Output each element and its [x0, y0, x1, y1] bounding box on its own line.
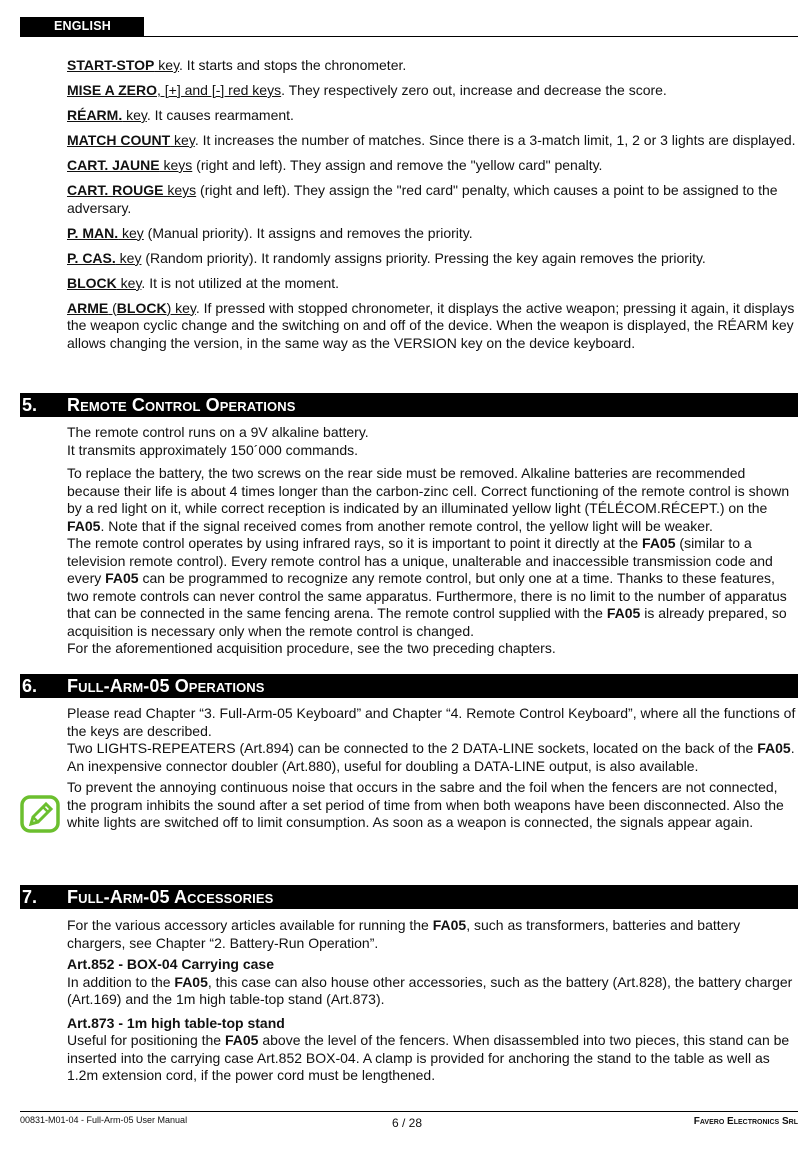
paragraph: The remote control runs on a 9V alkaline battery. [67, 424, 369, 440]
subheading: Art.852 - BOX-04 Carrying case [67, 956, 274, 972]
paragraph: It transmits approximately 150´000 commands. [67, 441, 359, 458]
footer-doc-code: 00831-M01-04 - Full-Arm-05 User Manual [20, 1115, 188, 1125]
note-pencil-icon [20, 795, 60, 833]
section-heading-7 [20, 885, 798, 909]
language-label: ENGLISH [54, 19, 111, 33]
section-title: Full-Arm-05 Operations [67, 676, 265, 696]
section-7-body [67, 917, 798, 1085]
section-title: Remote Control Operations [67, 395, 296, 415]
section-number: 5. [22, 395, 38, 415]
subheading: Art.873 - 1m high table-top stand [67, 1014, 285, 1031]
paragraph: An inexpensive connector doubler (Art.880), useful for doubling a DATA-LINE output, is also available. [67, 757, 699, 774]
key-item: BLOCK key. It is not utilized at the moment. [67, 274, 340, 291]
key-item: START-STOP key. It starts and stops the chronometer. [67, 57, 407, 73]
header-rule [144, 36, 798, 37]
paragraph: Please read Chapter “3. Full-Arm-05 Keyboard” and Chapter “4. Remote Control Keyboard”, where all the functions of the keys are described. [67, 705, 796, 739]
key-item: MATCH COUNT key. It increases the number of matches. Since there is a 3-match limit, 1, 2 or 3 lights are displayed. [67, 132, 796, 148]
note-paragraph: To prevent the annoying continuous noise that occurs in the sabre and the foil when the fencers are not connected, the program inhibits the sound after a set period of time from when both weapons have been disconnected. Also the white lights are switched off to limit consumption. As soon as a weapon is connected, the signals appear again. [67, 779, 784, 830]
key-item: CART. JAUNE keys (right and left). They assign and remove the "yellow card" penalty. [67, 157, 603, 173]
key-item: P. CAS. key (Random priority). It randomly assigns priority. Pressing the key again removes the priority. [67, 249, 706, 266]
paragraph: The remote control operates by using infrared rays, so it is important to point it directly at the FA05 (similar to a television remote control). Every remote control has a unique, unalterable and inaccessible transmission code and every FA05 can be programmed to recognize any remote control, but only one at a time. Thanks to these features, two remote controls can never control the same apparatus. Furthermore, there is no limit to the number of apparatus that can be connected in the same fencing arena. The remote control supplied with the FA05 is already prepared, so acquisition is necessary only when the remote control is changed. [67, 535, 787, 639]
section-number: 6. [22, 676, 38, 696]
page-number: 6 / 28 [392, 1116, 423, 1130]
section-6-body [67, 705, 798, 832]
section-heading-5 [20, 393, 798, 417]
section-number: 7. [22, 887, 38, 907]
key-list [67, 57, 798, 360]
footer-rule [20, 1111, 798, 1112]
section-5-body [67, 424, 798, 658]
paragraph: Useful for positioning the FA05 above the level of the fencers. When disassembled into two pieces, this stand can be inserted into the carrying case Art.852 BOX-04. A clamp is provided for anchoring the stand to the table as well as 1.2m extension cord, if the power cord must be lengthened. [67, 1032, 790, 1083]
paragraph: For the aforementioned acquisition procedure, see the two preceding chapters. [67, 640, 556, 656]
paragraph: To replace the battery, the two screws on the rear side must be removed. Alkaline batteries are recommended because their life is about 4 times longer than the carbon-zinc cell. Correct functioning of the remote control is shown by a red light on it, while correct reception is indicated by an illuminated yellow light (TÉLÉCOM.RÉCEPT.) on the FA05. Note that if the signal received comes from another remote control, the yellow light will be weaker. [67, 465, 790, 534]
key-item-arme: ARME (BLOCK) key. If pressed with stopped chronometer, it displays the active weapon; pressing it again, it displays the weapon cyclic change and the switching on and off of the device. When the weapon is displayed, the RÉARM key allows changing the version, in the same way as the VERSION key on the device keyboard. [67, 299, 795, 351]
footer-company: Favero Electronics Srl [693, 1116, 798, 1127]
paragraph: Two LIGHTS-REPEATERS (Art.894) can be connected to the 2 DATA-LINE sockets, located on the back of the FA05. [67, 740, 795, 756]
section-heading-6 [20, 674, 798, 698]
language-tab [20, 17, 144, 37]
paragraph: In addition to the FA05, this case can also house other accessories, such as the battery (Art.828), the battery charger (Art.169) and the 1m high table-top stand (Art.873). [67, 973, 793, 1007]
key-item: RÉARM. key. It causes rearmament. [67, 107, 294, 123]
key-item: CART. ROUGE keys (right and left). They assign the "red card" penalty, which causes a point to be assigned to the adversary. [67, 182, 778, 216]
key-item: MISE A ZERO, [+] and [-] red keys. They respectively zero out, increase and decrease the score. [67, 82, 667, 98]
section-title: Full-Arm-05 Accessories [67, 887, 274, 907]
paragraph: For the various accessory articles available for running the FA05, such as transformers, batteries and battery chargers, see Chapter “2. Battery-Run Operation”. [67, 917, 741, 951]
key-item: P. MAN. key (Manual priority). It assigns and removes the priority. [67, 224, 473, 241]
